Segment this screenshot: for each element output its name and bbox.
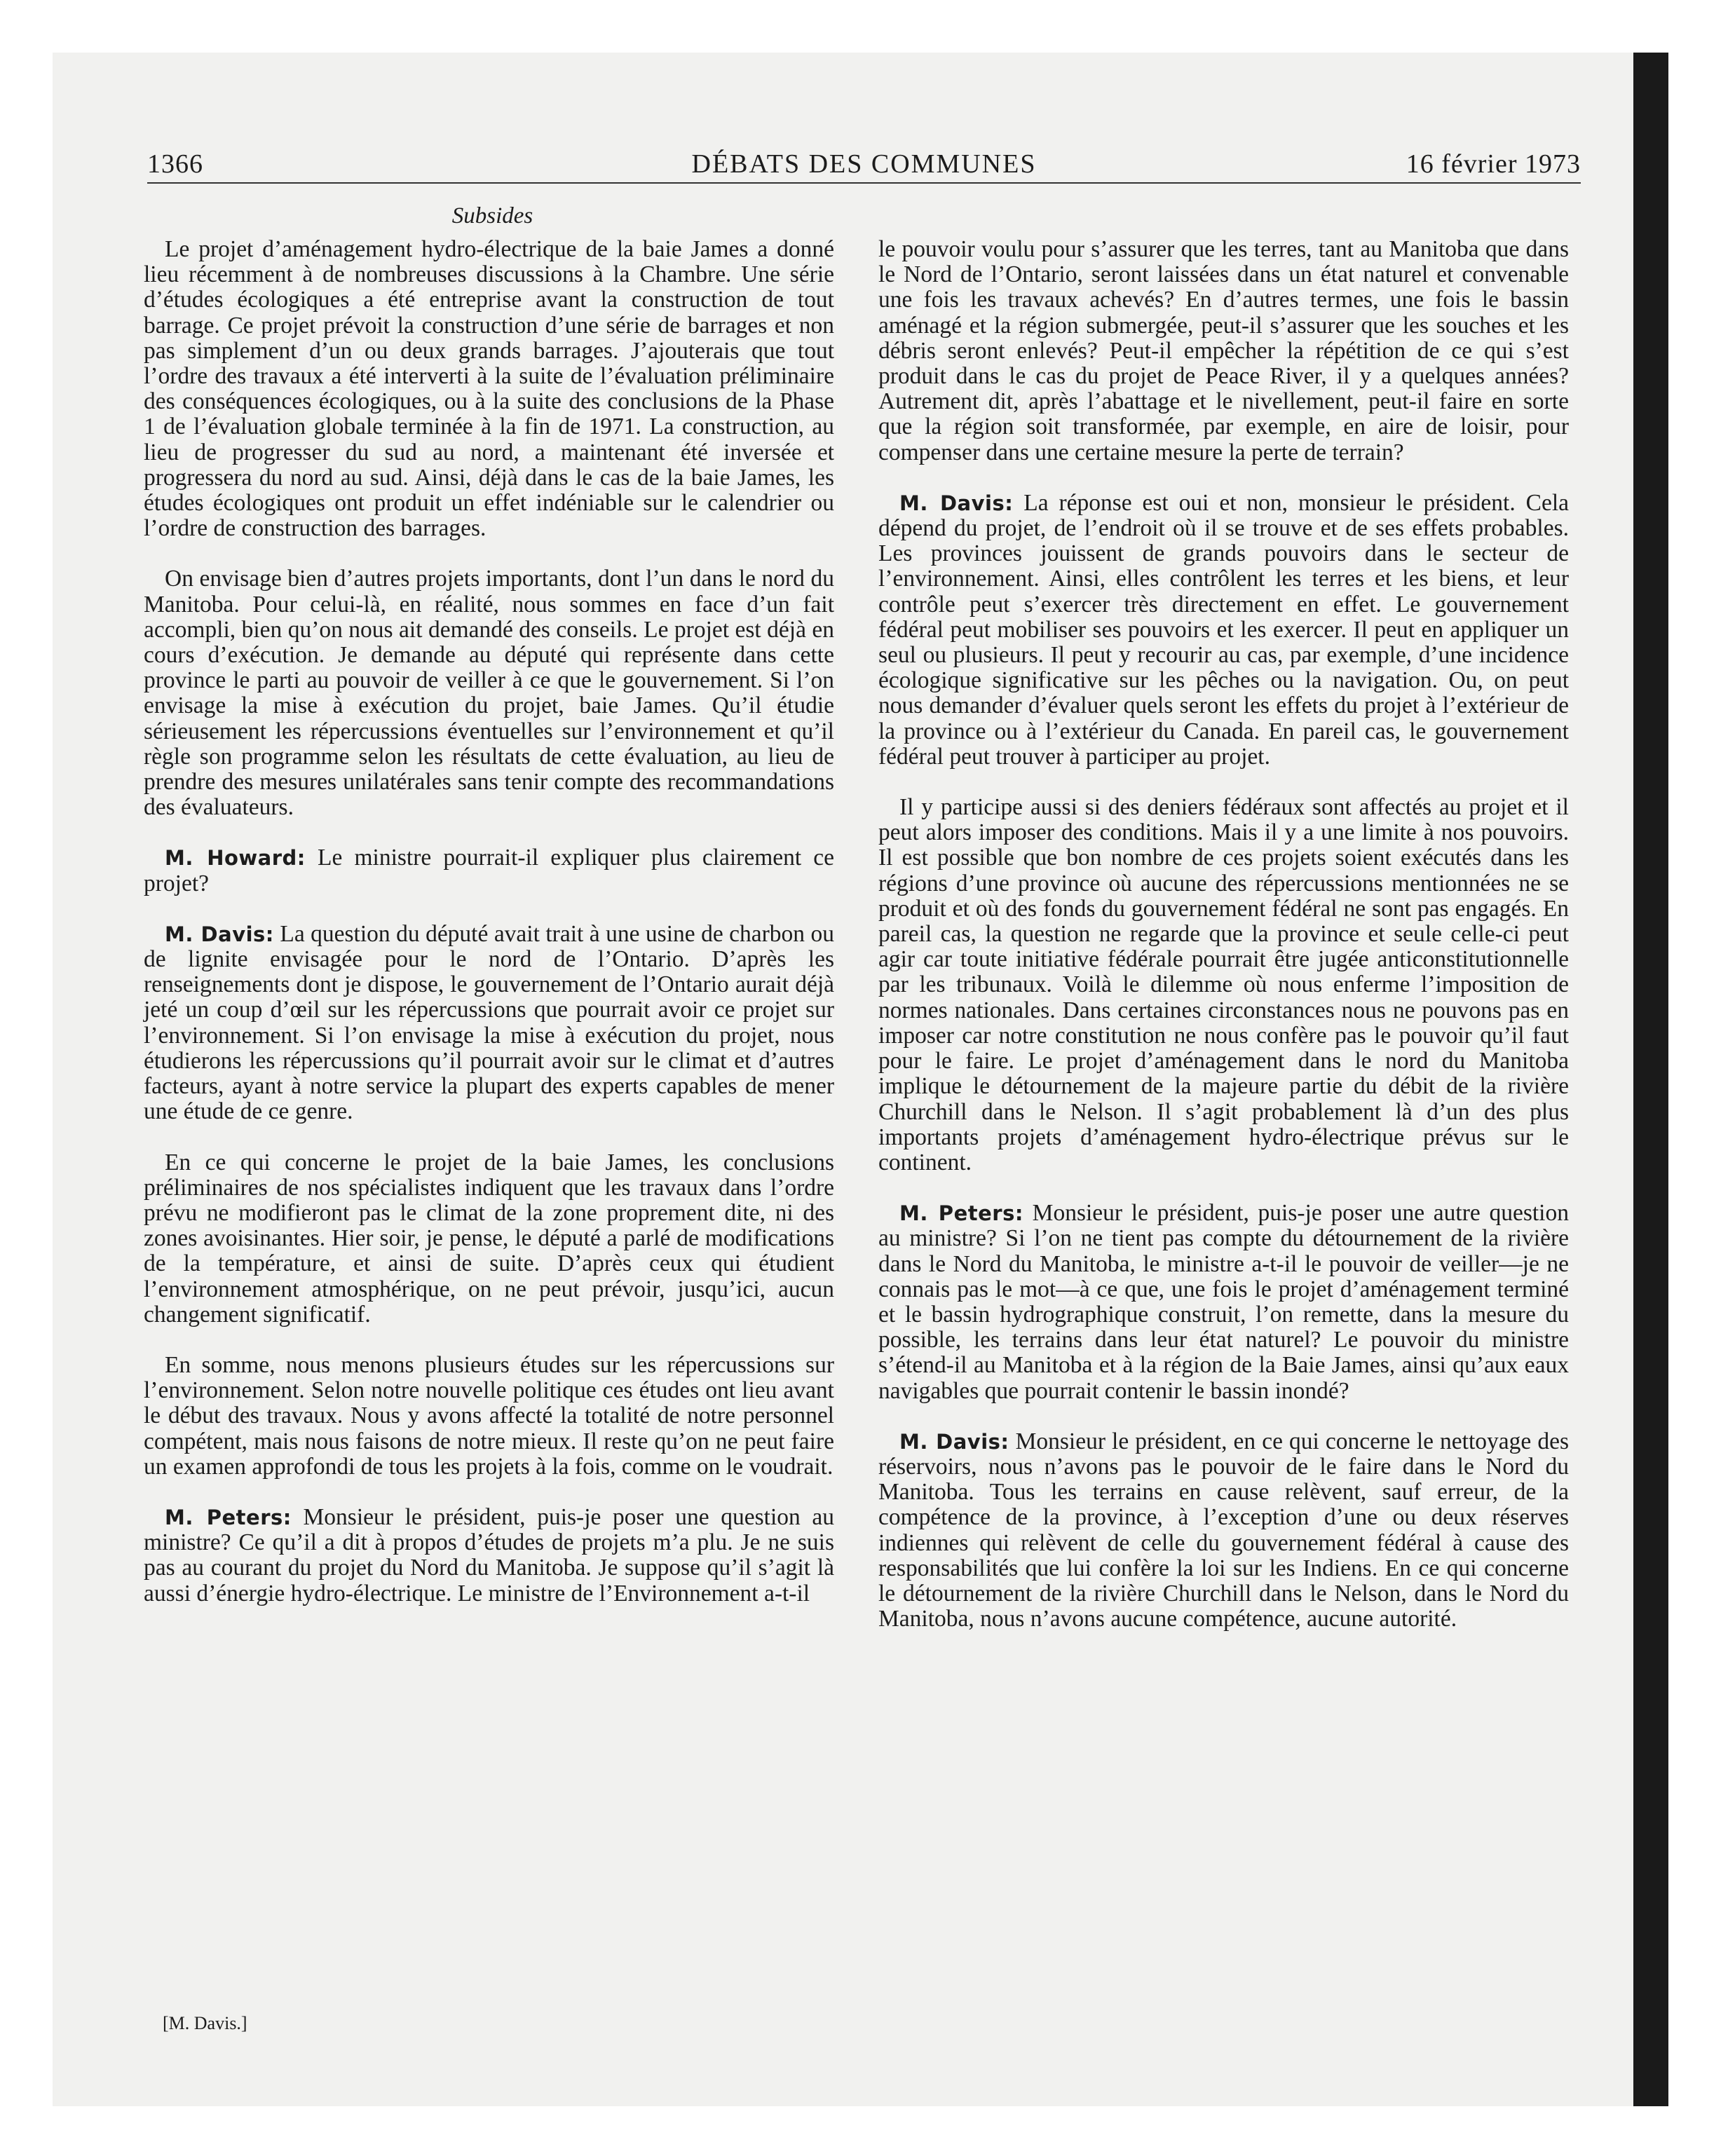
paragraph-text: Le ministre pourrait-il expliquer plus clairement ce projet? — [144, 845, 835, 896]
left-column — [144, 237, 834, 1632]
paragraph-text: En somme, nous menons plusieurs études sur les répercussions sur l’environnement. Selon notre nouvelle politique ces études ont lieu avant le début des travaux. Nous y avons affecté la totalité de notre personnel compétent, mais nous faisons de notre mieux. Il reste qu’on ne peut faire un examen approfondi de tous les projets à la fois, comme on le voudrait. — [144, 1351, 834, 1480]
paragraph — [144, 1505, 834, 1606]
paragraph-text: En ce qui concerne le projet de la baie James, les conclusions préliminaires de nos spécialistes indiquent que les travaux dans l’ordre prévu ne modifieront pas le climat de la zone proprement dite, ni des zones avoisinantes. Hier soir, je pense, le député a parlé de modifications de la température, et ainsi de suite. D’après ceux qui étudient l’environnement atmosphérique, on ne peut prévoir, jusqu’ici, aucun changement significatif. — [144, 1149, 834, 1328]
paragraph — [144, 922, 834, 1125]
page-header — [147, 149, 1581, 184]
paragraph-text: Monsieur le président, puis-je poser une autre question au ministre? Si l’on ne tient pas compte du détournement de la rivière dans le Nord du Manitoba, le ministre a-t-il le pouvoir de veiller—je ne connais pas le mot—à ce que, une fois le projet d’aménagement terminé et le bassin hydrographique construit, l’on remette, dans la mesure du possible, les terrains dans leur état naturel? Le pouvoir du ministre s’étend-il au Manitoba et à la région de la Baie James, ainsi qu’aux eaux navigables que pourrait contenir le bassin inondé? — [878, 1200, 1569, 1404]
paragraph-text: La question du député avait trait à une usine de charbon ou de lignite envisagée pour le nord de l’Ontario. D’après les renseignements dont je dispose, le gouvernement de l’Ontario aurait déjà jeté un coup d’œil sur les répercussions que pourrait avoir ce projet sur l’environnement. Si l’on envisage la mise à exécution du projet, nous étudierons les répercussions qu’il pourrait avoir sur le climat et d’autres facteurs, ayant à notre service la plupart des experts capables de mener une étude de ce genre. — [144, 920, 834, 1125]
paragraph — [144, 845, 834, 896]
paragraph — [878, 795, 1569, 1175]
footnote: [M. Davis.] — [163, 2013, 247, 2033]
paragraph-text: Il y participe aussi si des deniers fédéraux sont affectés au projet et il peut alors imposer des conditions. Mais il y a une limite à nos pouvoirs. Il est possible que bon nombre de ces projets soient exécutés dans les régions d’une province où aucune des répercussions mentionnées ne se produit et où des fonds du gouvernement fédéral ne sont pas engagés. En pareil cas, la question ne regarde que la province et seule celle-ci peut agir car toute initiative fédérale pourrait être jugée anticonstitutionnelle par les tribunaux. Voilà le dilemme où nous enferme l’imposition de normes nationales. Dans certaines circonstances nous ne pouvons pas en imposer car notre constitution ne nous confère pas le pouvoir qu’il faut pour le faire. Le projet d’aménagement dans le nord du Manitoba implique le détournement de la majeure partie du débit de la rivière Churchill dans le Nelson. Il s’agit probablement là d’un des plus importants projets d’aménagement hydro-électrique prévus sur le continent. — [878, 794, 1569, 1175]
page-number: 1366 — [147, 149, 203, 179]
paragraph — [878, 491, 1569, 770]
paragraph — [878, 1429, 1569, 1632]
publication-date: 16 février 1973 — [1406, 149, 1581, 179]
paragraph — [144, 237, 834, 541]
paragraph — [144, 566, 834, 820]
paragraph-text: La réponse est oui et non, monsieur le président. Cela dépend du projet, de l’endroit où il se trouve et de ses effets probables. Les provinces jouissent de grands pouvoirs dans le secteur de l’environnement. Ainsi, elles contrôlent les terres et les biens, et leur contrôle peut s’exercer très directement en effet. Le gouvernement fédéral peut mobiliser ses pouvoirs et les exercer. Il peut en appliquer un seul ou plusieurs. Il peut y recourir au cas, par exemple, d’une incidence écologique significative sur les pêches ou la navigation. Ou, on peut nous demander d’évaluer quels seront les effets du projet à l’extérieur de la province ou à l’extérieur du Canada. En pareil cas, le gouvernement fédéral peut trouver à participer au projet. — [878, 489, 1569, 770]
speaker-name: M. Howard: — [165, 846, 306, 871]
section-title: Subsides — [451, 203, 533, 228]
paragraph — [878, 237, 1569, 465]
speaker-name: M. Peters: — [899, 1201, 1023, 1226]
paragraph-text: On envisage bien d’autres projets importants, dont l’un dans le nord du Manitoba. Pour celui-là, en réalité, nous sommes en face d’un fait accompli, bien qu’on nous ait demandé des conseils. Le projet est déjà en cours d’exécution. Je demande au député qui représente dans cette province le parti au pouvoir de veiller à ce que le gouvernement. Si l’on envisage la mise à exécution du projet, baie James. Qu’il étudie sérieusement les répercussions éventuelles sur l’environnement et qu’il règle son programme selon les résultats de cette évaluation, au lieu de prendre des mesures unilatérales sans tenir compte des recommandations des évaluateurs. — [144, 566, 834, 821]
speaker-name: M. Davis: — [899, 491, 1014, 515]
right-column — [878, 237, 1569, 1657]
publication-title: DÉBATS DES COMMUNES — [691, 149, 1037, 179]
paragraph-text: le pouvoir voulu pour s’assurer que les terres, tant au Manitoba que dans le Nord de l’Ontario, seront laissées dans un état naturel et convenable une fois les travaux achevés? En d’autres termes, une fois le bassin aménagé et la région submergée, peut-il s’assurer que les souches et les débris seront enlevés? Peut-il empêcher la répétition de ce qui s’est produit dans le cas du projet de Peace River, il y a quelques années? Autrement dit, après l’abattage et le nivellement, peut-il faire en sorte que la région soit transformée, par exemple, en aire de loisir, pour compenser dans une certaine mesure la perte de terrain? — [878, 236, 1569, 465]
paragraph-text: Le projet d’aménagement hydro-électrique de la baie James a donné lieu récemment à de nombreuses discussions à la Chambre. Une série d’études écologiques a été entreprise avant la construction de tout barrage. Ce projet prévoit la construction d’une série de barrages et non pas simplement d’un ou deux grands barrages. J’ajouterais que tout l’ordre des travaux a été interverti à la suite de l’évaluation préliminaire des conséquences écologiques, ou à la suite des conclusions de la Phase 1 de l’évaluation globale terminée à la fin de 1971. La construction, au lieu de progresser du sud au nord, a maintenant été inversée et progressera du nord au sud. Ainsi, déjà dans le cas de la baie James, les études écologiques ont produit un effet indéniable sur le calendrier ou l’ordre de construction des barrages. — [144, 236, 834, 542]
speaker-name: M. Davis: — [899, 1429, 1009, 1454]
paragraph — [144, 1150, 834, 1328]
paragraph — [144, 1353, 834, 1480]
speaker-name: M. Davis: — [165, 922, 274, 946]
paragraph-text: Monsieur le président, en ce qui concerne le nettoyage des réservoirs, nous n’avons pas le pouvoir de le faire dans le Nord du Manitoba. Tous les terrains en cause relèvent, sauf erreur, de la compétence de la province, à l’exception d’une ou deux réserves indiennes qui relèvent de celle du gouvernement fédéral à cause des responsabilités que lui confère la loi sur les Indiens. En ce qui concerne le détournement de la rivière Churchill dans le Nelson, dans le Nord du Manitoba, nous n’avons aucune compétence, aucune autorité. — [878, 1428, 1569, 1632]
paragraph-text: Monsieur le président, puis-je poser une question au ministre? Ce qu’il a dit à propos d’études de projets m’a plu. Je ne suis pas au courant du projet du Nord du Manitoba. Je suppose qu’il s’agit là aussi d’énergie hydro-électrique. Le ministre de l’Environnement a-t-il — [144, 1503, 835, 1606]
scan-edge-bar — [1633, 53, 1668, 2106]
speaker-name: M. Peters: — [165, 1505, 292, 1529]
paragraph — [878, 1201, 1569, 1404]
